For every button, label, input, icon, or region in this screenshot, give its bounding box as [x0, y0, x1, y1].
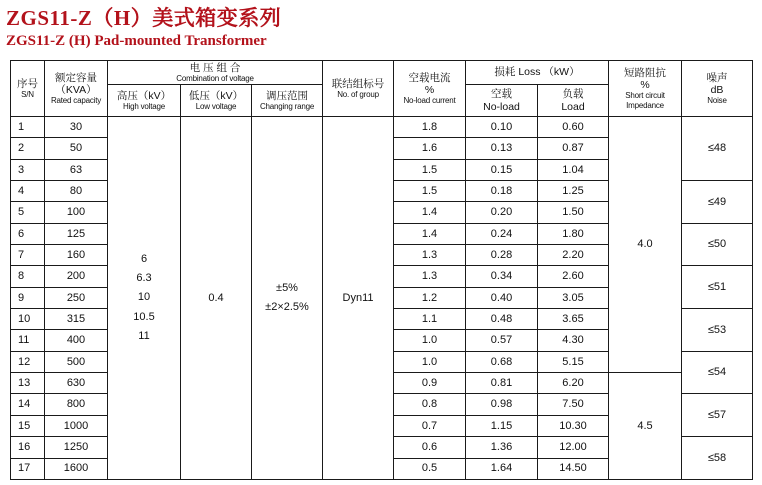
cell-noload-current: 1.4	[394, 202, 466, 223]
header-voltage-en: Combination of voltage	[176, 73, 254, 83]
header-noise	[682, 61, 753, 117]
cell-sn: 16	[11, 437, 45, 458]
cell-load-loss: 0.60	[538, 117, 609, 138]
header-lv	[181, 85, 252, 117]
cell-load-loss: 1.50	[538, 202, 609, 223]
cell-noload-loss: 0.18	[466, 181, 538, 202]
cell-capacity: 1250	[45, 437, 108, 458]
header-range-en: Changing range	[259, 101, 315, 111]
header-group-en: No. of group	[337, 89, 379, 99]
cell-noload-loss: 0.81	[466, 373, 538, 394]
page-subtitle: ZGS11-Z (H) Pad-mounted Transformer	[6, 33, 267, 49]
header-capacity-en: Rated capacity	[50, 95, 102, 105]
cell-noload-loss: 0.24	[466, 223, 538, 244]
cell-capacity: 30	[45, 117, 108, 138]
header-noload-loss-cn: 空载	[491, 88, 513, 101]
header-noload-current-unit: %	[424, 83, 435, 96]
cell-capacity: 50	[45, 138, 108, 159]
cell-capacity: 200	[45, 266, 108, 287]
cell-load-loss: 1.25	[538, 181, 609, 202]
header-impedance-unit: %	[640, 79, 650, 92]
cell-noload-loss: 0.98	[466, 394, 538, 415]
cell-load-loss: 2.60	[538, 266, 609, 287]
cell-noise: ≤49	[682, 181, 753, 224]
cell-noload-loss: 0.68	[466, 351, 538, 372]
header-noload-loss-en: No-load	[483, 100, 520, 113]
header-hv-cn: 高压（kV）	[116, 89, 172, 102]
cell-sn: 4	[11, 181, 45, 202]
cell-sn: 7	[11, 245, 45, 266]
header-capacity	[45, 61, 108, 117]
header-hv	[108, 85, 181, 117]
cell-noload-current: 1.0	[394, 330, 466, 351]
header-noise-cn: 噪声	[706, 71, 728, 84]
cell-capacity: 100	[45, 202, 108, 223]
cell-noload-loss: 0.20	[466, 202, 538, 223]
header-load-loss-en: Load	[561, 100, 585, 113]
cell-capacity: 80	[45, 181, 108, 202]
cell-noise: ≤50	[682, 223, 753, 266]
cell-sn: 12	[11, 351, 45, 372]
cell-noload-loss: 0.15	[466, 159, 538, 180]
hv-value: 6	[140, 252, 148, 265]
cell-capacity: 630	[45, 373, 108, 394]
header-noload-current-en: No-load current	[403, 95, 456, 105]
cell-sn: 5	[11, 202, 45, 223]
hv-value: 6.3	[136, 272, 152, 285]
header-sn	[11, 61, 45, 117]
cell-group-value: Dyn11	[323, 117, 394, 480]
cell-capacity: 500	[45, 351, 108, 372]
hv-value: 11	[138, 329, 150, 342]
cell-noload-current: 1.6	[394, 138, 466, 159]
page-title: ZGS11-Z（H）美式箱变系列	[6, 6, 282, 30]
cell-sn: 8	[11, 266, 45, 287]
cell-load-loss: 14.50	[538, 458, 609, 480]
cell-noise: ≤51	[682, 266, 753, 309]
cell-sn: 6	[11, 223, 45, 244]
cell-noload-current: 1.2	[394, 287, 466, 308]
cell-noise: ≤58	[682, 437, 753, 480]
cell-lv-value: 0.4	[181, 117, 252, 480]
cell-capacity: 250	[45, 287, 108, 308]
header-group-cn: 联结组标号	[331, 77, 385, 90]
cell-noload-current: 1.0	[394, 351, 466, 372]
header-noload-current-cn: 空载电流	[408, 71, 451, 84]
cell-load-loss: 3.65	[538, 309, 609, 330]
header-noload-loss	[466, 85, 538, 117]
cell-noload-current: 0.8	[394, 394, 466, 415]
cell-capacity: 63	[45, 159, 108, 180]
cell-noload-current: 1.3	[394, 245, 466, 266]
cell-noise: ≤54	[682, 351, 753, 394]
header-group	[323, 61, 394, 117]
cell-noload-current: 1.3	[394, 266, 466, 287]
cell-noload-loss: 1.64	[466, 458, 538, 480]
header-range-cn: 调压范围	[266, 89, 308, 102]
cell-noload-current: 0.9	[394, 373, 466, 394]
cell-capacity: 125	[45, 223, 108, 244]
cell-hv-values	[108, 117, 181, 480]
header-impedance-en1: Short circuit	[625, 91, 665, 101]
cell-impedance-a: 4.0	[609, 117, 682, 373]
cell-load-loss: 5.15	[538, 351, 609, 372]
cell-noload-current: 1.5	[394, 181, 466, 202]
header-voltage-cn: 电 压 组 合	[189, 61, 241, 74]
range-value: ±2×2.5%	[265, 301, 309, 313]
cell-noload-current: 1.5	[394, 159, 466, 180]
cell-sn: 13	[11, 373, 45, 394]
cell-load-loss: 4.30	[538, 330, 609, 351]
cell-sn: 17	[11, 458, 45, 480]
cell-sn: 10	[11, 309, 45, 330]
header-sn-cn: 序号	[17, 77, 38, 90]
cell-noload-current: 0.6	[394, 437, 466, 458]
header-lv-cn: 低压（kV）	[188, 89, 244, 102]
hv-value: 10	[137, 291, 151, 304]
header-voltage	[108, 61, 323, 85]
cell-load-loss: 2.20	[538, 245, 609, 266]
header-impedance-cn: 短路阻抗	[624, 67, 667, 80]
cell-sn: 3	[11, 159, 45, 180]
cell-sn: 9	[11, 287, 45, 308]
cell-noload-current: 0.5	[394, 458, 466, 480]
cell-load-loss: 12.00	[538, 437, 609, 458]
cell-capacity: 315	[45, 309, 108, 330]
header-lv-en: Low voltage	[195, 101, 237, 111]
cell-sn: 14	[11, 394, 45, 415]
cell-noload-loss: 0.57	[466, 330, 538, 351]
header-hv-en: High voltage	[122, 101, 166, 111]
cell-load-loss: 7.50	[538, 394, 609, 415]
cell-noload-loss: 0.34	[466, 266, 538, 287]
cell-load-loss: 1.04	[538, 159, 609, 180]
cell-noload-loss: 0.48	[466, 309, 538, 330]
header-sn-en: S/N	[21, 89, 34, 99]
header-loss	[466, 61, 609, 85]
cell-range-values	[252, 117, 323, 480]
cell-sn: 2	[11, 138, 45, 159]
cell-noise: ≤48	[682, 117, 753, 181]
range-value: ±5%	[276, 281, 298, 294]
cell-load-loss: 6.20	[538, 373, 609, 394]
cell-noload-loss: 1.36	[466, 437, 538, 458]
table-row	[11, 117, 753, 138]
cell-capacity: 160	[45, 245, 108, 266]
header-noload-current	[394, 61, 466, 117]
header-loss-title: 损耗 Loss （kW）	[494, 66, 580, 79]
cell-noload-current: 0.7	[394, 415, 466, 436]
header-load-loss-cn: 负载	[562, 88, 584, 101]
cell-capacity: 1000	[45, 415, 108, 436]
header-noise-en: Noise	[707, 95, 727, 105]
cell-load-loss: 0.87	[538, 138, 609, 159]
cell-impedance-b: 4.5	[609, 373, 682, 480]
cell-noload-loss: 0.28	[466, 245, 538, 266]
cell-noload-current: 1.4	[394, 223, 466, 244]
cell-noload-loss: 1.15	[466, 415, 538, 436]
header-load-loss	[538, 85, 609, 117]
cell-sn: 11	[11, 330, 45, 351]
header-noise-unit: dB	[710, 83, 724, 96]
spec-table	[10, 60, 753, 480]
header-impedance	[609, 61, 682, 117]
header-capacity-unit: （KVA）	[55, 83, 97, 96]
cell-capacity: 800	[45, 394, 108, 415]
cell-noload-current: 1.1	[394, 309, 466, 330]
cell-noload-current: 1.8	[394, 117, 466, 138]
cell-noload-loss: 0.10	[466, 117, 538, 138]
cell-capacity: 1600	[45, 458, 108, 480]
cell-sn: 1	[11, 117, 45, 138]
cell-load-loss: 1.80	[538, 223, 609, 244]
header-capacity-cn: 额定容量	[55, 71, 97, 84]
cell-capacity: 400	[45, 330, 108, 351]
hv-value: 10.5	[133, 310, 155, 323]
header-impedance-en2: Impedance	[626, 100, 664, 110]
header-range	[252, 85, 323, 117]
cell-noload-loss: 0.40	[466, 287, 538, 308]
cell-sn: 15	[11, 415, 45, 436]
cell-noise: ≤53	[682, 309, 753, 352]
cell-load-loss: 3.05	[538, 287, 609, 308]
cell-load-loss: 10.30	[538, 415, 609, 436]
cell-noload-loss: 0.13	[466, 138, 538, 159]
cell-noise: ≤57	[682, 394, 753, 437]
